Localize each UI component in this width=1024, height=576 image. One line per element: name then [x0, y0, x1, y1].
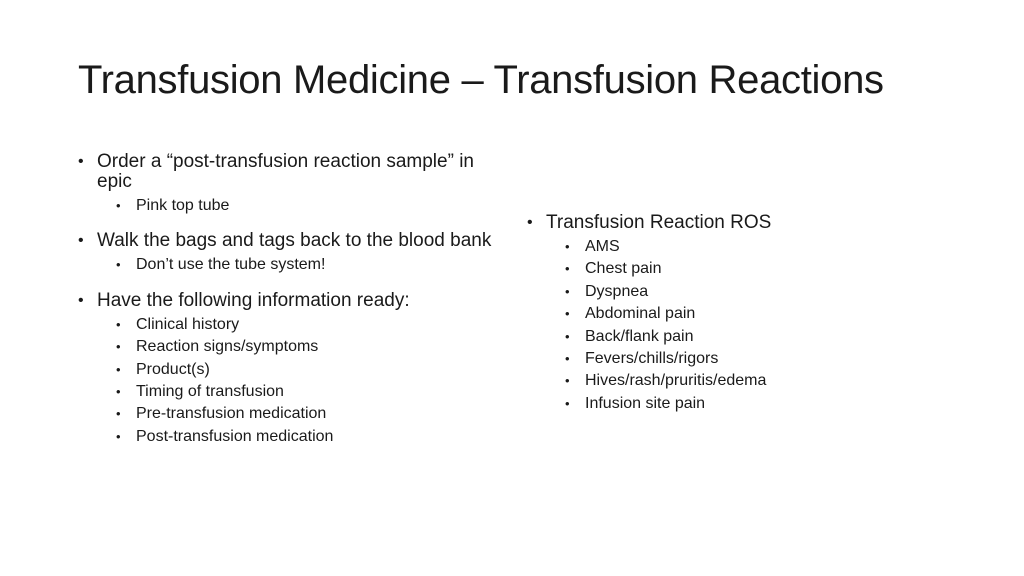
sub-bullet: • Hives/rash/pruritis/edema	[565, 370, 827, 392]
sub-bullet: • Timing of transfusion	[116, 381, 498, 403]
sub-bullet: • Clinical history	[116, 314, 498, 336]
bullet-text: • Walk the bags and tags back to the blood bank	[97, 230, 492, 252]
sub-bullet: • Pre-transfusion medication	[116, 403, 498, 425]
sub-bullet: • Post-transfusion medication	[116, 426, 498, 448]
sub-bullet: • Dyspnea	[565, 281, 827, 303]
right-bullet-list	[527, 213, 827, 415]
bullet-walk-bags	[78, 231, 498, 276]
left-bullet-list	[78, 152, 498, 448]
bullet-reaction-ros	[527, 213, 827, 415]
sub-bullet: • Reaction signs/symptoms	[116, 336, 498, 358]
sub-bullet-list	[116, 195, 498, 217]
sub-bullet: • Chest pain	[565, 258, 827, 280]
sub-bullet: • Pink top tube	[116, 195, 498, 217]
sub-bullet: • Product(s)	[116, 359, 498, 381]
bullet-text: • Order a “post-transfusion reaction sample” in epic	[97, 151, 474, 192]
bullet-text: • Have the following information ready:	[97, 289, 410, 311]
sub-bullet-list	[116, 314, 498, 448]
bullet-order-sample	[78, 152, 498, 217]
bullet-text: • Transfusion Reaction ROS	[546, 212, 772, 233]
bullet-information-ready	[78, 291, 498, 448]
sub-bullet-list	[116, 254, 498, 276]
sub-bullet: • Don’t use the tube system!	[116, 254, 498, 276]
slide-title: Transfusion Medicine – Transfusion Reactions	[78, 58, 884, 102]
sub-bullet: • Back/flank pain	[565, 326, 827, 348]
sub-bullet: • Fevers/chills/rigors	[565, 348, 827, 370]
sub-bullet: • Abdominal pain	[565, 303, 827, 325]
right-column	[527, 213, 827, 429]
sub-bullet-list	[565, 236, 827, 415]
sub-bullet: • AMS	[565, 236, 827, 258]
left-column	[78, 152, 498, 462]
sub-bullet: • Infusion site pain	[565, 393, 827, 415]
